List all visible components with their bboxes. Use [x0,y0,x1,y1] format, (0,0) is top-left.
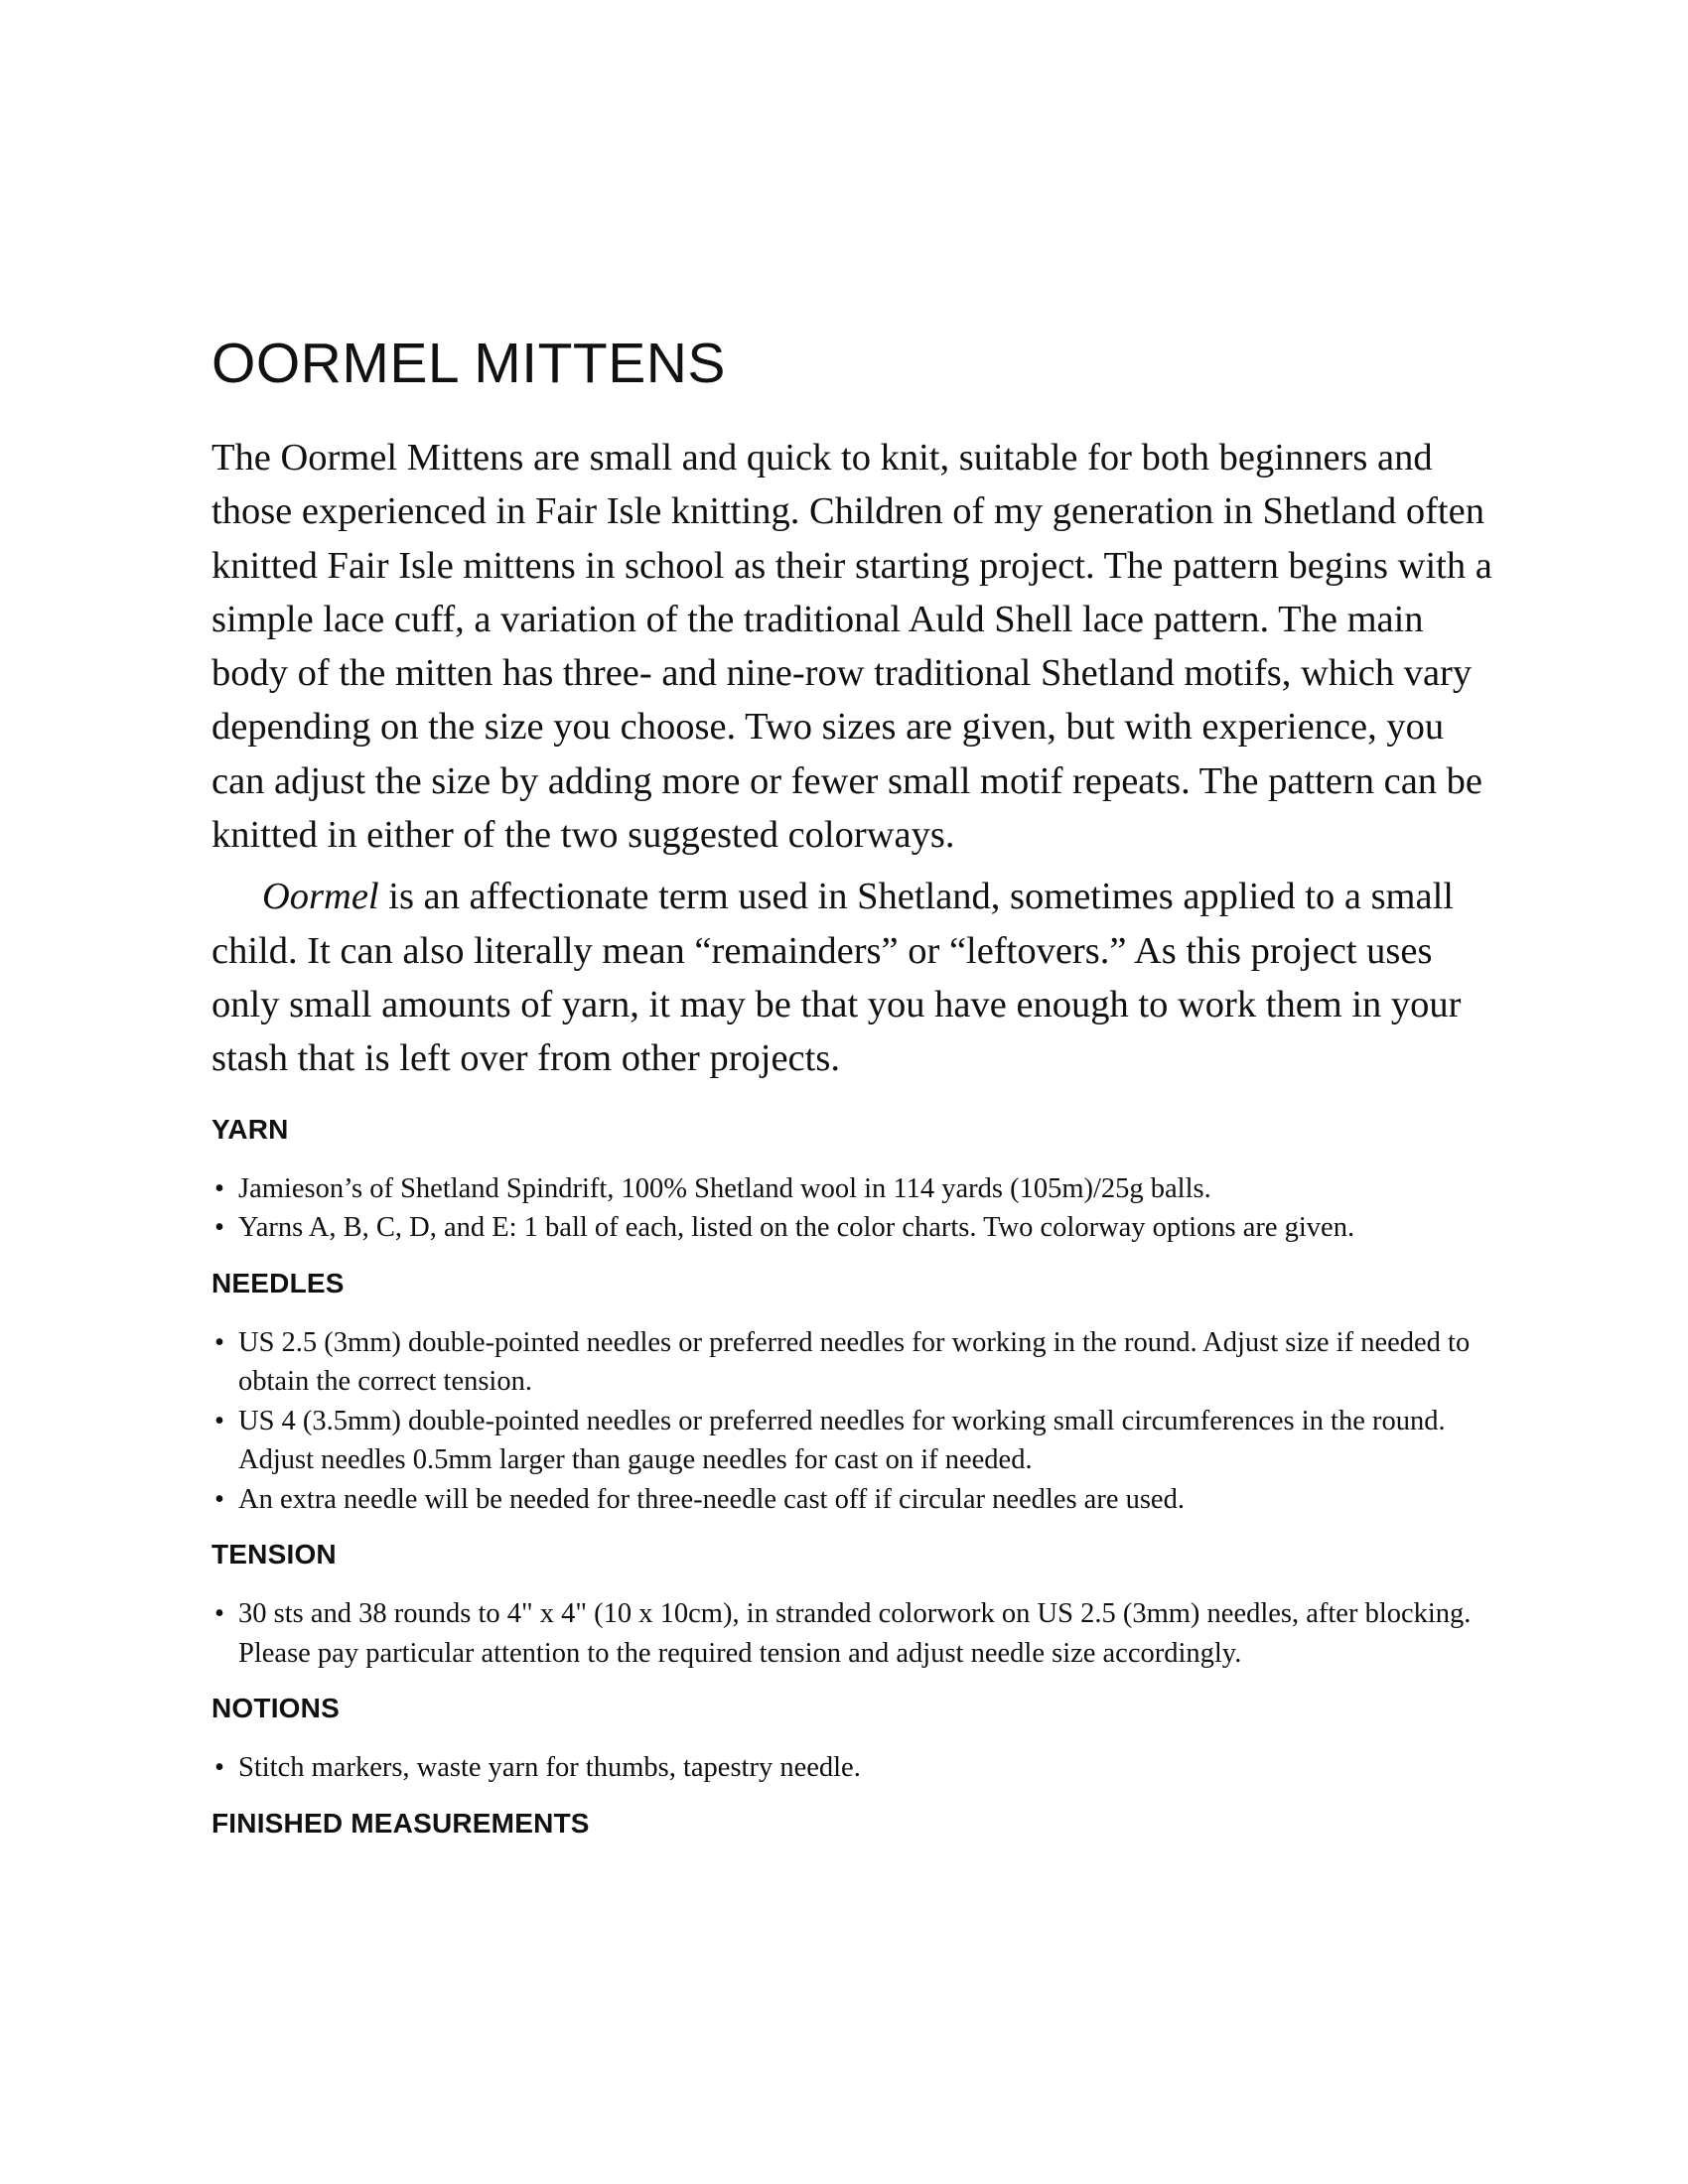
section-needles [211,1267,1492,1520]
bullet: • [214,1212,224,1244]
list-item: • Yarns A, B, C, D, and E: 1 ball of each, listed on the color charts. Two colorway options are given. [211,1208,1492,1248]
list-item: • 30 sts and 38 rounds to 4" x 4" (10 x 10cm), in stranded colorwork on US 2.5 (3mm) needles, after blocking. Please pay particular attention to the required tension and adjust needle size accordingly. [211,1594,1492,1673]
list-item: • US 4 (3.5mm) double-pointed needles or preferred needles for working small circumferences in the round. Adjust needles 0.5mm larger than gauge needles for cast on if needed. [211,1402,1492,1480]
page-content [211,332,1492,1863]
needles-list [211,1323,1492,1520]
section-yarn [211,1113,1492,1248]
section-heading-needles: NEEDLES [211,1267,345,1298]
list-item: • US 2.5 (3mm) double-pointed needles or preferred needles for working in the round. Adjust size if needed to obtain the correct tension. [211,1323,1492,1402]
intro-paragraph: The Oormel Mittens are small and quick to knit, suitable for both beginners and those experienced in Fair Isle knitting. Children of my generation in Shetland often knitted Fair Isle mittens in school as their starting project. The pattern begins with a simple lace cuff, a variation of the traditional Auld Shell lace pattern. The main body of the mitten has three- and nine-row traditional Shetland motifs, which vary depending on the size you choose. Two sizes are given, but with experience, you can adjust the size by adding more or fewer small motif repeats. The pattern can be knitted in either of the two suggested colorways. [211,437,1492,857]
notions-list [211,1748,1492,1788]
section-heading-yarn: YARN [211,1113,289,1145]
section-tension [211,1541,1492,1673]
tension-list [211,1594,1492,1673]
section-notions [211,1695,1492,1788]
list-item: • Jamieson’s of Shetland Spindrift, 100% Shetland wool in 114 yards (105m)/25g balls. [211,1169,1492,1209]
yarn-list [211,1169,1492,1248]
list-item: • An extra needle will be needed for three-needle cast off if circular needles are used. [211,1480,1492,1520]
bullet: • [214,1752,224,1784]
bullet: • [214,1483,224,1515]
section-heading-tension: TENSION [211,1539,337,1570]
bullet: • [214,1598,224,1630]
section-heading-finished-measurements: FINISHED MEASUREMENTS [211,1807,590,1839]
bullet: • [214,1326,224,1358]
list-item: • Stitch markers, waste yarn for thumbs, tapestry needle. [211,1748,1492,1788]
page-title: OORMEL MITTENS [211,332,726,395]
intro-paragraph-oormel [211,870,1492,1085]
section-finished-measurements [211,1807,1492,1839]
oormel-term: Oormel [262,876,379,918]
oormel-definition: is an affectionate term used in Shetland, sometimes applied to a small child. It can also literally mean “remainders” or “leftovers.” As this project uses only small amounts of yarn, it may be that you have enough to work them in your stash that is left over from other projects. [211,876,1462,1080]
bullet: • [214,1405,224,1436]
section-heading-notions: NOTIONS [211,1693,340,1724]
bullet: • [214,1172,224,1204]
